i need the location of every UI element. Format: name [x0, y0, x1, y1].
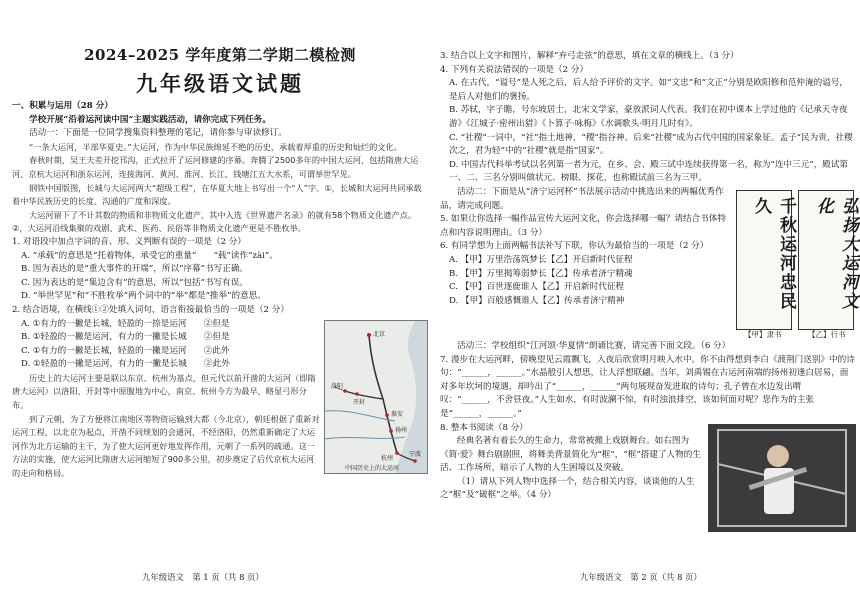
calligraphy-caption-jia: 【甲】隶书: [744, 329, 782, 339]
calligraphy-works: [736, 190, 856, 340]
map-label: 杭州: [381, 454, 394, 462]
map-label: 淮安: [391, 410, 404, 418]
calligraphy-yi-text: 弘扬大运河文化: [813, 196, 858, 311]
option: A. 在古代，“谥号”是人死之后，后人给予评价的文字。如“文忠”和“文正”分别是欧阳修和范仲淹的谥号，是后人对他们的褒扬。: [449, 78, 848, 102]
map-label: 开封: [353, 398, 366, 406]
map-label: 扬州: [395, 426, 408, 434]
map-label: 北京: [373, 330, 386, 338]
note-paragraph: 大运河留下了不计其数的物质和非物质文化遗产，其中入选《世界遗产名录》的就有58个物质文化遗产点。②，大运河沿线集聚的戏剧、武术、医药、民俗等非物质文化遗产更是不胜枚举。: [12, 209, 417, 234]
question-6: 6. 有同学想为上面两幅书法补写下联，你认为最恰当的一项是（2 分）: [440, 241, 709, 252]
activity-three: 活动三：学校组织“江河颂·华夏情”朗诵比赛，请完善下面文段。（6 分）: [457, 340, 731, 351]
option: B. 因为表达的是“重大事件的开端”，所以“序幕”书写正确。: [21, 264, 249, 275]
page-footer: 九年级语文 第 1 页（共 8 页）: [142, 572, 264, 582]
question-8-1: （1）请从下列人物中选择一个，结合相关内容，谈谈他的人生之“框”及“破框”之举。（4 分）: [440, 476, 695, 501]
exam-subtitle: 九年级语文试题: [136, 71, 304, 96]
option: C. 【甲】百世逐鹿谁人【乙】开启新时代征程: [449, 282, 625, 293]
option: D. 【甲】百般感慨谁人【乙】传承者济宁精神: [449, 295, 625, 306]
option: D. “举世罕见”和“不胜枚举”两个词中的“举”都是“推举”的意思。: [21, 291, 266, 302]
option: B. 【甲】万里揭筹弱梦长【乙】传承者济宁精魂: [449, 268, 633, 279]
page-right: [440, 0, 856, 593]
option: A. “承载”的意思是“托着物体，承受它的重量” “载”读作“zài”。: [21, 250, 278, 261]
activity-two: 活动二：下面是从“济宁运河杯”书法展示活动中挑选出来的两幅优秀作品，请完成问题。: [440, 186, 724, 211]
option: A. 【甲】万里浩荡筑梦长【乙】开启新时代征程: [449, 254, 633, 265]
exam-title: 2024–2025 学年度第二学期二模检测: [84, 46, 356, 64]
calligraphy-caption-yi: 【乙】行书: [808, 329, 846, 339]
note-paragraph: “一条大运河，半部华夏史。”大运河，作为中华民族绵延不绝的历史，承载着厚重的历史和灿烂的文化。: [29, 141, 402, 152]
calligraphy-jia: [736, 190, 796, 330]
note-paragraph: 春秋时期，吴王夫差开挖邗沟，正式拉开了运河修建的序幕。奔腾了2500多年的中国大运河，包括隋唐大运河、京杭大运河和浙东运河，连接海河、黄河、淮河、长江、钱塘江五大水系，可谓举世罕见。: [12, 155, 419, 179]
history-paragraph: 历史上的大运河主要是联以东京、杭州为基点，但元代以前开凿的大运河（即隋唐大运河）以洛阳、开封等中原腹地为中心，南京、杭州今方为最早，略显弓形分布。: [12, 372, 316, 411]
question-3: 3. 结合以上文字和图片，解释“弃弓走弦”的意思，填在文章的横线上。（3 分）: [440, 51, 739, 61]
question-4: 4. 下列有关说法错误的一项是（2 分）: [440, 64, 589, 75]
option: C. 因为表达的是“集边含有”的意思，所以“包括”书写有误。: [21, 277, 248, 288]
question-5: 5. 如果让你选择一幅作品宣传大运河文化，你会选择哪一幅？请结合书体特点和内容说明理由。（3 分）: [440, 214, 726, 238]
question-1: 1. 对语段中加点字词的音、形、义判断有误的一项是（2 分）: [12, 236, 246, 247]
question-7: 7. 漫步在大运河畔，傍晚望见云霞飘飞，入夜后欣赏明月映入水中。你不由得想到李白《渡荆门送别》中的诗句：“______，______。”水晶般引人想思，让人浮想联翩。当年，刘禹锡在古运河南端的扬州初逢白居易，面对多年坎坷的境遇，却吟出了“______，______”两句展现奋发进取的诗句；孔子曾在水边发出喟叹：“______，不舍昼夜。”人生如水，有时波澜不惊，有时浊浪排空，该如何面对呢？您作为的主张是“______，______。”: [440, 354, 855, 419]
question-8-text: 经典名著有着长久的生命力，常常被搬上戏剧舞台。如右图为《简·爱》舞台剧剧照，将舞美背景简化为“框”，“框”搭建了人物的生活、工作场所，暗示了人物的人生困境以及突破。: [440, 436, 701, 474]
map-label: 洛阳: [331, 382, 344, 390]
option: A. ①有力的一撇是长城，轻盈的一捺是运河 ②但是: [21, 318, 230, 329]
map-caption: 中国历史上的大运河: [345, 464, 400, 472]
page-left: [12, 0, 428, 593]
stage-photo: [708, 424, 856, 532]
option: B. ①轻盈的一撇是运河，有力的一撇是长城 ②但是: [21, 332, 230, 343]
page-footer: 九年级语文 第 2 页（共 8 页）: [580, 572, 702, 582]
grand-canal-map: [324, 320, 428, 474]
option: D. 中国古代科举考试以名列第一者为元，在乡、会、殿三试中连续获得第一名，称为“连中三元”，殿试第一、二、三名分别叫做状元、榜眼、探花，也称殿试前三名为三甲。: [449, 159, 848, 184]
stage-photo-graphic: [708, 424, 856, 532]
activity-one: 活动一：下面是一位同学搜集资料整理的笔记，请你参与审读修订。: [29, 128, 287, 139]
intro-text: 学校开展“沿着运河读中国”主题实践活动，请你完成下列任务。: [29, 114, 271, 125]
section-heading: 一、积累与运用（28 分）: [12, 101, 113, 111]
question-8: 8. 整本书阅读（8 分）: [440, 422, 528, 433]
option: B. 苏轼，字子瞻，号东坡居士，北宋文学家，豪放派词人代表。我们在初中课本上学过他的《记承天寺夜游》《江城子·密州出猎》《卜算子·咏梅》《水调歌头·明月几时有》。: [449, 105, 848, 129]
question-2: 2. 结合语境，在横线①②处填入词句，语言衔接最恰当的一项是（2 分）: [12, 304, 289, 315]
calligraphy-yi: [798, 190, 858, 330]
option: D. ①轻盈的一撇是运河，有力的一撇是长城 ②此外: [21, 359, 230, 370]
option: C. ①有力的一撇是长城，轻盈的一撇是运河 ②此外: [21, 345, 230, 356]
note-paragraph: 钢铁中国版图，长城与大运河两大“超级工程”，在华夏大地上书写出一个“人”字。①，长城和大运河共同承载着中华民族历史的长度、沟通的广度和深度。: [12, 182, 422, 207]
calligraphy-jia-text: 千秋运河忠民久: [751, 196, 796, 311]
map-label: 宁波: [409, 450, 422, 458]
option: C. “社稷”一词中，“社”指土地神，“稷”指谷神。后来“社稷”成为古代中国的国家象征。孟子“民为贵，社稷次之，君为轻”中的“社稷”就是指“国家”。: [449, 132, 853, 157]
history-paragraph: 到了元朝，为了方便将江南地区等物资运输到大都（今北京），朝廷根据了重新对运河工程，以北京为起点，开凿不同规划的会通河，不经洛阳，仍然重新确定了大运河作为北方运输的主干，为了使大运河更好地发挥作用，元朝了一系列的疏通。这一方法的实施，使大运河比隋唐大运河缩短了900多公里，初步奠定了后代京杭大运河的走向和格局。: [12, 413, 320, 479]
